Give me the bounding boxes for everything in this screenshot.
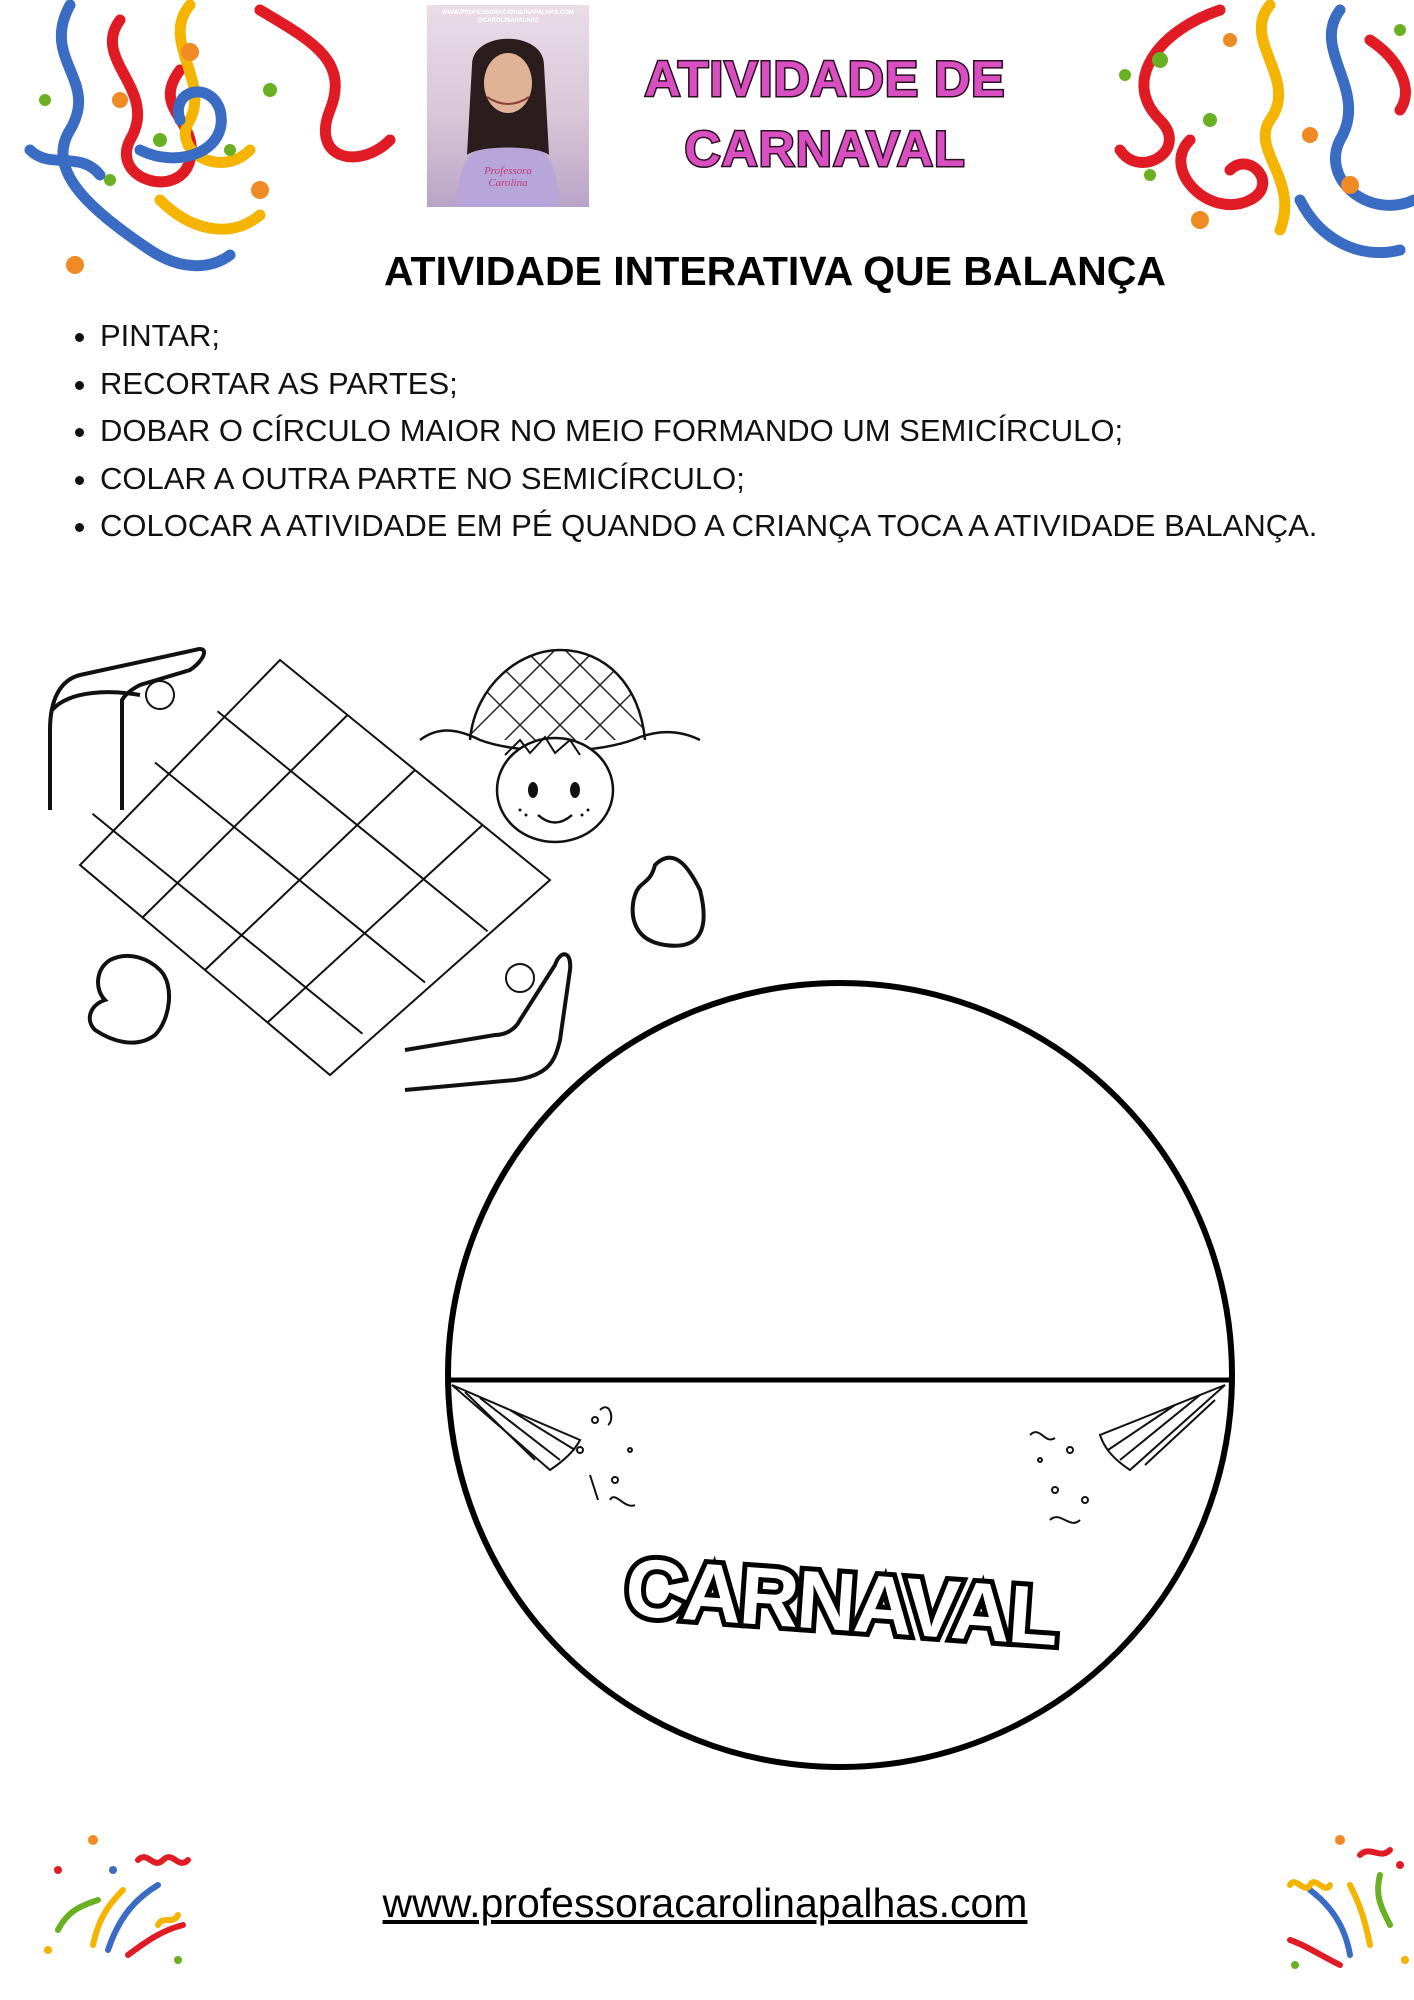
- title-line-2: CARNAVAL: [684, 121, 966, 177]
- instruction-item: • PINTAR;: [100, 312, 1400, 360]
- left-arm: [50, 649, 204, 810]
- party-hat-icon: [452, 1385, 635, 1506]
- photo-shirt-text: Professora Carolina: [484, 165, 532, 189]
- confetti-bottom-right: [1280, 1825, 1414, 1975]
- instruction-item: • COLOCAR A ATIVIDADE EM PÉ QUANDO A CRIANÇA TOCA A ATIVIDADE BALANÇA.: [100, 502, 1320, 550]
- circle-outline: [448, 983, 1232, 1767]
- streamers-top-right: [1100, 0, 1414, 285]
- confetti-bottom-left: [38, 1830, 198, 1970]
- teacher-photo: [427, 5, 589, 207]
- photo-url-text: WWW.PROFESSORACAROLINAPALHAS.COM @CAROLINAPALHAS: [442, 10, 574, 24]
- instruction-item: • COLAR A OUTRA PARTE NO SEMICÍRCULO;: [100, 455, 1400, 503]
- glove-left: [90, 956, 169, 1043]
- left-pompom: [146, 681, 174, 709]
- party-hat-icon: [1030, 1385, 1225, 1523]
- streamers-top-left: [30, 0, 390, 285]
- website-link[interactable]: www.professoracarolinapalhas.com: [382, 1880, 1028, 1926]
- glove-right: [633, 858, 704, 946]
- instruction-item: • RECORTAR AS PARTES;: [100, 360, 1400, 408]
- activity-subtitle: ATIVIDADE INTERATIVA QUE BALANÇA: [383, 248, 1167, 294]
- harlequin-head: [420, 645, 700, 845]
- carnival-circle: [440, 980, 1240, 1780]
- instructions-list: [50, 312, 1400, 550]
- instruction-item: • DOBAR O CÍRCULO MAIOR NO MEIO FORMANDO UM SEMICÍRCULO;: [100, 407, 1400, 455]
- page-title: [595, 44, 1055, 184]
- carnival-label: CARNAVAL: [622, 1542, 1060, 1663]
- title-line-1: ATIVIDADE DE: [644, 51, 1006, 107]
